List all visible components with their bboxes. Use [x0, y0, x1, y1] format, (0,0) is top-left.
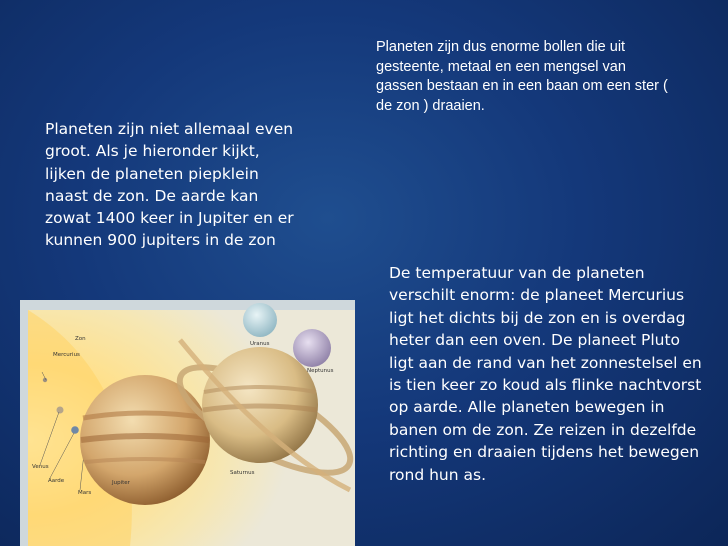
label-neptunus: Neptunus	[307, 368, 334, 374]
label-aarde: Aarde	[48, 478, 65, 484]
solar-system-illustration	[20, 300, 355, 546]
uranus-planet	[243, 303, 277, 337]
label-mercurius: Mercurius	[53, 352, 80, 358]
text-block-top: Planeten zijn dus enorme bollen die uit gesteente, metaal en een mengsel van gassen bestaan en in een baan om een ster ( de zon ) draaien.	[376, 39, 668, 114]
text-block-left: Planeten zijn niet allemaal even groot. Als je hieronder kijkt, lijken de planeten piepklein naast de zon. De aarde kan zowat 1400 keer in Jupiter en er kunnen 900 jupiters in de zon	[45, 120, 294, 250]
label-mars: Mars	[78, 490, 92, 496]
label-zon: Zon	[75, 336, 86, 342]
label-uranus: Uranus	[250, 341, 270, 347]
neptunus-planet	[293, 329, 331, 367]
aarde-planet	[71, 426, 79, 434]
venus-planet	[57, 407, 64, 414]
label-saturnus: Saturnus	[230, 470, 255, 476]
label-jupiter: Jupiter	[112, 480, 130, 486]
text-block-right: De temperatuur van de planeten verschilt enorm: de planeet Mercurius ligt het dichts bij de zon en is overdag heter dan een oven. De planeet Pluto ligt aan de rand van het zonnestelsel en is tien keer zo koud als flinke nachtvorst op aarde. Alle planeten bewegen in banen om de zon. Ze reizen in dezelfde richting en draaien tijdens het bewegen rond hun as.	[389, 264, 702, 484]
label-venus: Venus	[32, 464, 49, 470]
